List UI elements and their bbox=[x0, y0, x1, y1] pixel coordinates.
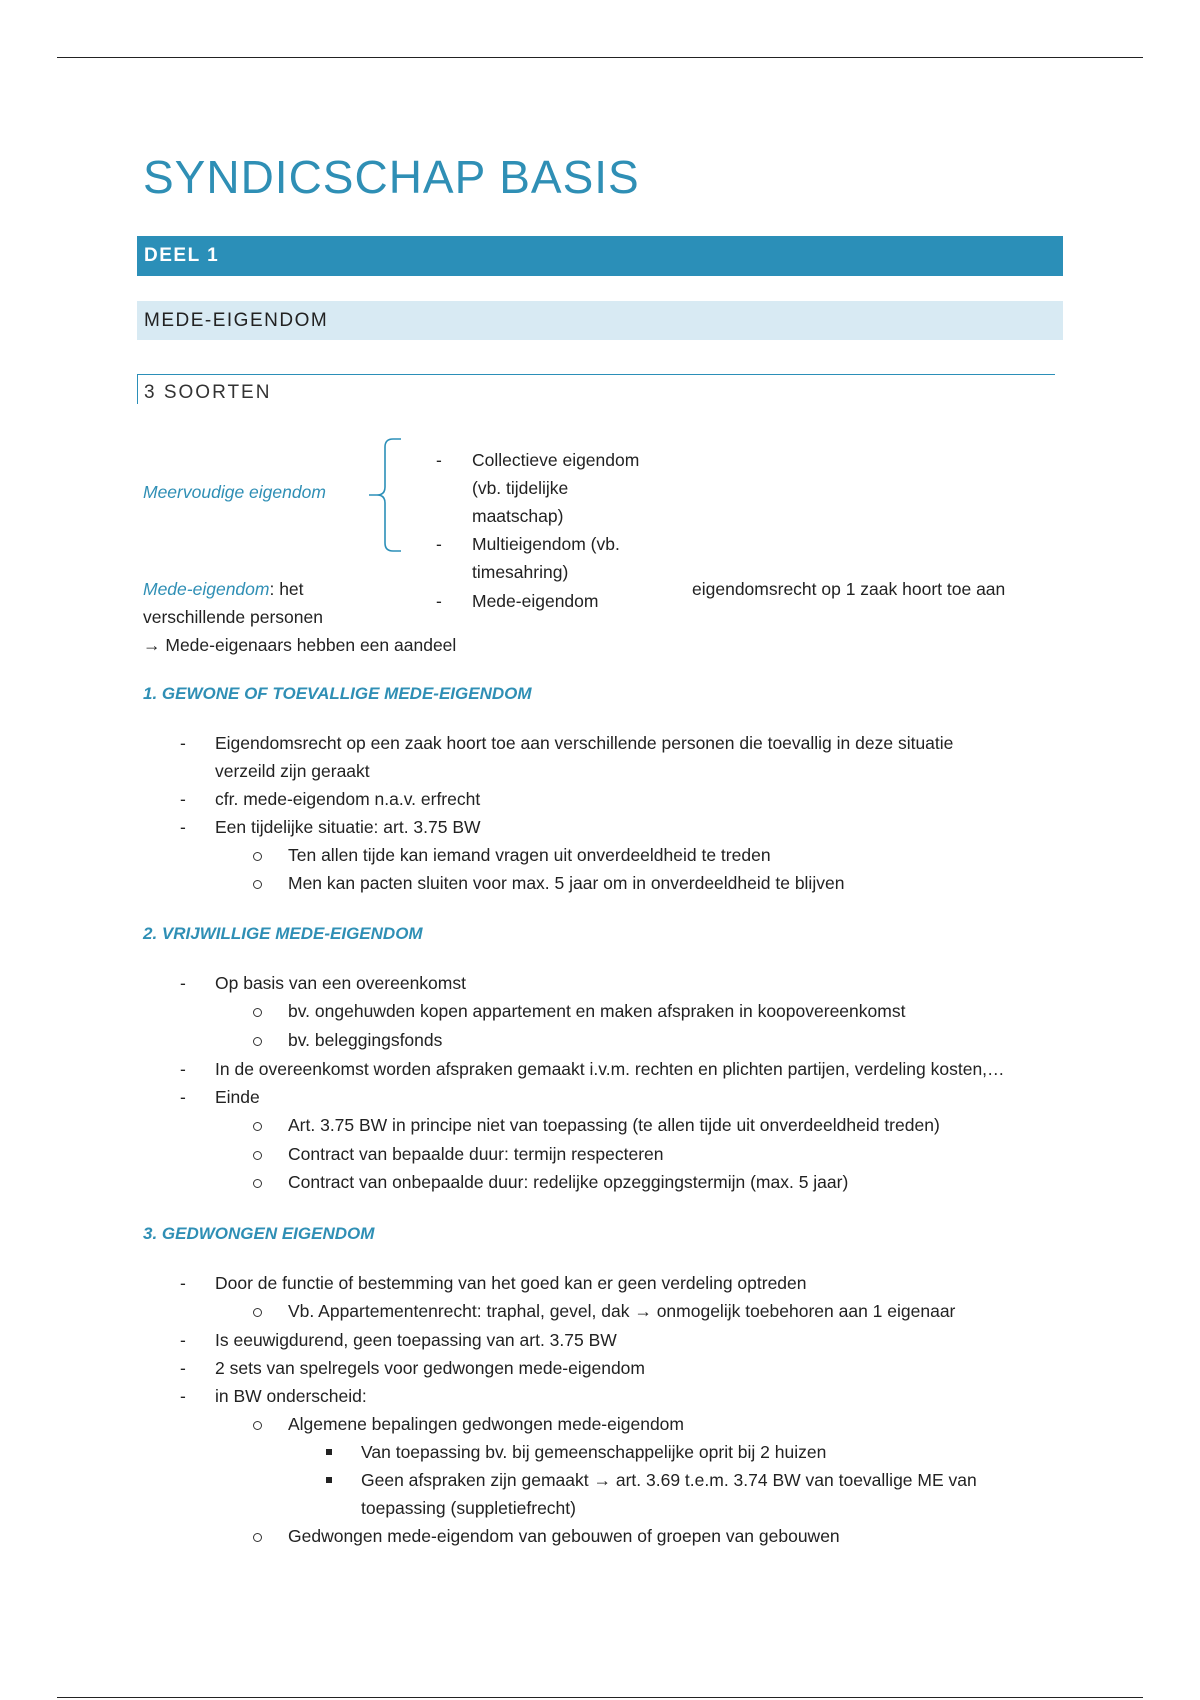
mede-eigendom-term: Mede-eigendom bbox=[143, 579, 270, 599]
meervoudige-eigendom-label: Meervoudige eigendom bbox=[143, 482, 326, 502]
list-item: Ten allen tijde kan iemand vragen uit onverdeeldheid te treden bbox=[288, 845, 771, 865]
subsection-heading: 3 SOORTEN bbox=[137, 374, 1055, 404]
list-item: bv. ongehuwden kopen appartement en maken afspraken in koopovereenkomst bbox=[288, 1001, 906, 1021]
bullet-circle bbox=[253, 1308, 262, 1317]
list-item: Contract van bepaalde duur: termijn respecteren bbox=[288, 1144, 664, 1164]
bullet-circle bbox=[253, 1533, 262, 1542]
header-rule bbox=[57, 57, 1143, 58]
list-item: Een tijdelijke situatie: art. 3.75 BW bbox=[215, 817, 481, 837]
list-dash: - bbox=[180, 1273, 186, 1293]
list-item: Door de functie of bestemming van het goed kan er geen verdeling optreden bbox=[215, 1273, 807, 1293]
bullet-circle bbox=[253, 1122, 262, 1131]
footer-rule bbox=[57, 1697, 1143, 1698]
list-dash: - bbox=[180, 1330, 186, 1350]
list-item: Vb. Appartementenrecht: traphal, gevel, dak → onmogelijk toebehoren aan 1 eigenaar bbox=[288, 1301, 956, 1321]
bullet-circle bbox=[253, 1037, 262, 1046]
page-title: SYNDICSCHAP BASIS bbox=[143, 151, 640, 203]
section-1-heading: 1. GEWONE OF TOEVALLIGE MEDE-EIGENDOM bbox=[143, 684, 532, 703]
mede-def-end: verschillende personen bbox=[143, 607, 323, 627]
bullet-circle bbox=[253, 880, 262, 889]
list-item: Contract van onbepaalde duur: redelijke opzeggingstermijn (max. 5 jaar) bbox=[288, 1172, 849, 1192]
list-dash: - bbox=[180, 1386, 186, 1406]
type-item: timesahring) bbox=[472, 562, 569, 582]
bullet-square bbox=[326, 1449, 332, 1455]
brace-icon bbox=[367, 437, 403, 555]
section-heading: MEDE-EIGENDOM bbox=[137, 301, 1063, 340]
list-item: verzeild zijn geraakt bbox=[215, 761, 370, 781]
deel-heading: DEEL 1 bbox=[137, 236, 1063, 276]
list-item: Op basis van een overeenkomst bbox=[215, 973, 466, 993]
list-dash: - bbox=[436, 534, 442, 554]
bullet-circle bbox=[253, 1151, 262, 1160]
list-item: In de overeenkomst worden afspraken gemaakt i.v.m. rechten en plichten partijen, verdeling kosten,… bbox=[215, 1059, 1005, 1079]
list-item: cfr. mede-eigendom n.a.v. erfrecht bbox=[215, 789, 481, 809]
bullet-circle bbox=[253, 1421, 262, 1430]
section-2-heading: 2. VRIJWILLIGE MEDE-EIGENDOM bbox=[143, 924, 423, 943]
list-item: Van toepassing bv. bij gemeenschappelijke oprit bij 2 huizen bbox=[361, 1442, 827, 1462]
section-3-heading: 3. GEDWONGEN EIGENDOM bbox=[143, 1224, 375, 1243]
list-item: in BW onderscheid: bbox=[215, 1386, 367, 1406]
list-dash: - bbox=[436, 591, 442, 611]
list-dash: - bbox=[180, 1059, 186, 1079]
type-item: Mede-eigendom bbox=[472, 591, 599, 611]
list-item: Einde bbox=[215, 1087, 260, 1107]
list-item: bv. beleggingsfonds bbox=[288, 1030, 443, 1050]
mede-eigendom-definition bbox=[143, 575, 304, 603]
list-dash: - bbox=[180, 1087, 186, 1107]
type-item: Multieigendom (vb. bbox=[472, 534, 620, 554]
list-dash: - bbox=[180, 973, 186, 993]
list-item: Men kan pacten sluiten voor max. 5 jaar om in onverdeeldheid te blijven bbox=[288, 873, 845, 893]
list-dash: - bbox=[436, 450, 442, 470]
list-item: Gedwongen mede-eigendom van gebouwen of groepen van gebouwen bbox=[288, 1526, 840, 1546]
list-dash: - bbox=[180, 1358, 186, 1378]
bullet-circle bbox=[253, 1179, 262, 1188]
aandeel-note: → Mede-eigenaars hebben een aandeel bbox=[143, 635, 457, 655]
bullet-circle bbox=[253, 852, 262, 861]
mede-def-continued: eigendomsrecht op 1 zaak hoort toe aan bbox=[692, 579, 1006, 599]
type-item: maatschap) bbox=[472, 506, 564, 526]
bullet-circle bbox=[253, 1008, 262, 1017]
list-item: Algemene bepalingen gedwongen mede-eigendom bbox=[288, 1414, 684, 1434]
list-item: Is eeuwigdurend, geen toepassing van art. 3.75 BW bbox=[215, 1330, 617, 1350]
list-item: Art. 3.75 BW in principe niet van toepassing (te allen tijde uit onverdeeldheid treden) bbox=[288, 1115, 940, 1135]
list-dash: - bbox=[180, 789, 186, 809]
list-item: Geen afspraken zijn gemaakt → art. 3.69 t.e.m. 3.74 BW van toevallige ME van bbox=[361, 1470, 977, 1490]
type-item: (vb. tijdelijke bbox=[472, 478, 569, 498]
list-item: 2 sets van spelregels voor gedwongen mede-eigendom bbox=[215, 1358, 645, 1378]
mede-def-part: : het bbox=[269, 579, 304, 599]
list-item: toepassing (suppletiefrecht) bbox=[361, 1498, 576, 1518]
list-item: Eigendomsrecht op een zaak hoort toe aan verschillende personen die toevallig in deze situatie bbox=[215, 733, 954, 753]
list-dash: - bbox=[180, 733, 186, 753]
list-dash: - bbox=[180, 817, 186, 837]
bullet-square bbox=[326, 1477, 332, 1483]
type-item: Collectieve eigendom bbox=[472, 450, 640, 470]
